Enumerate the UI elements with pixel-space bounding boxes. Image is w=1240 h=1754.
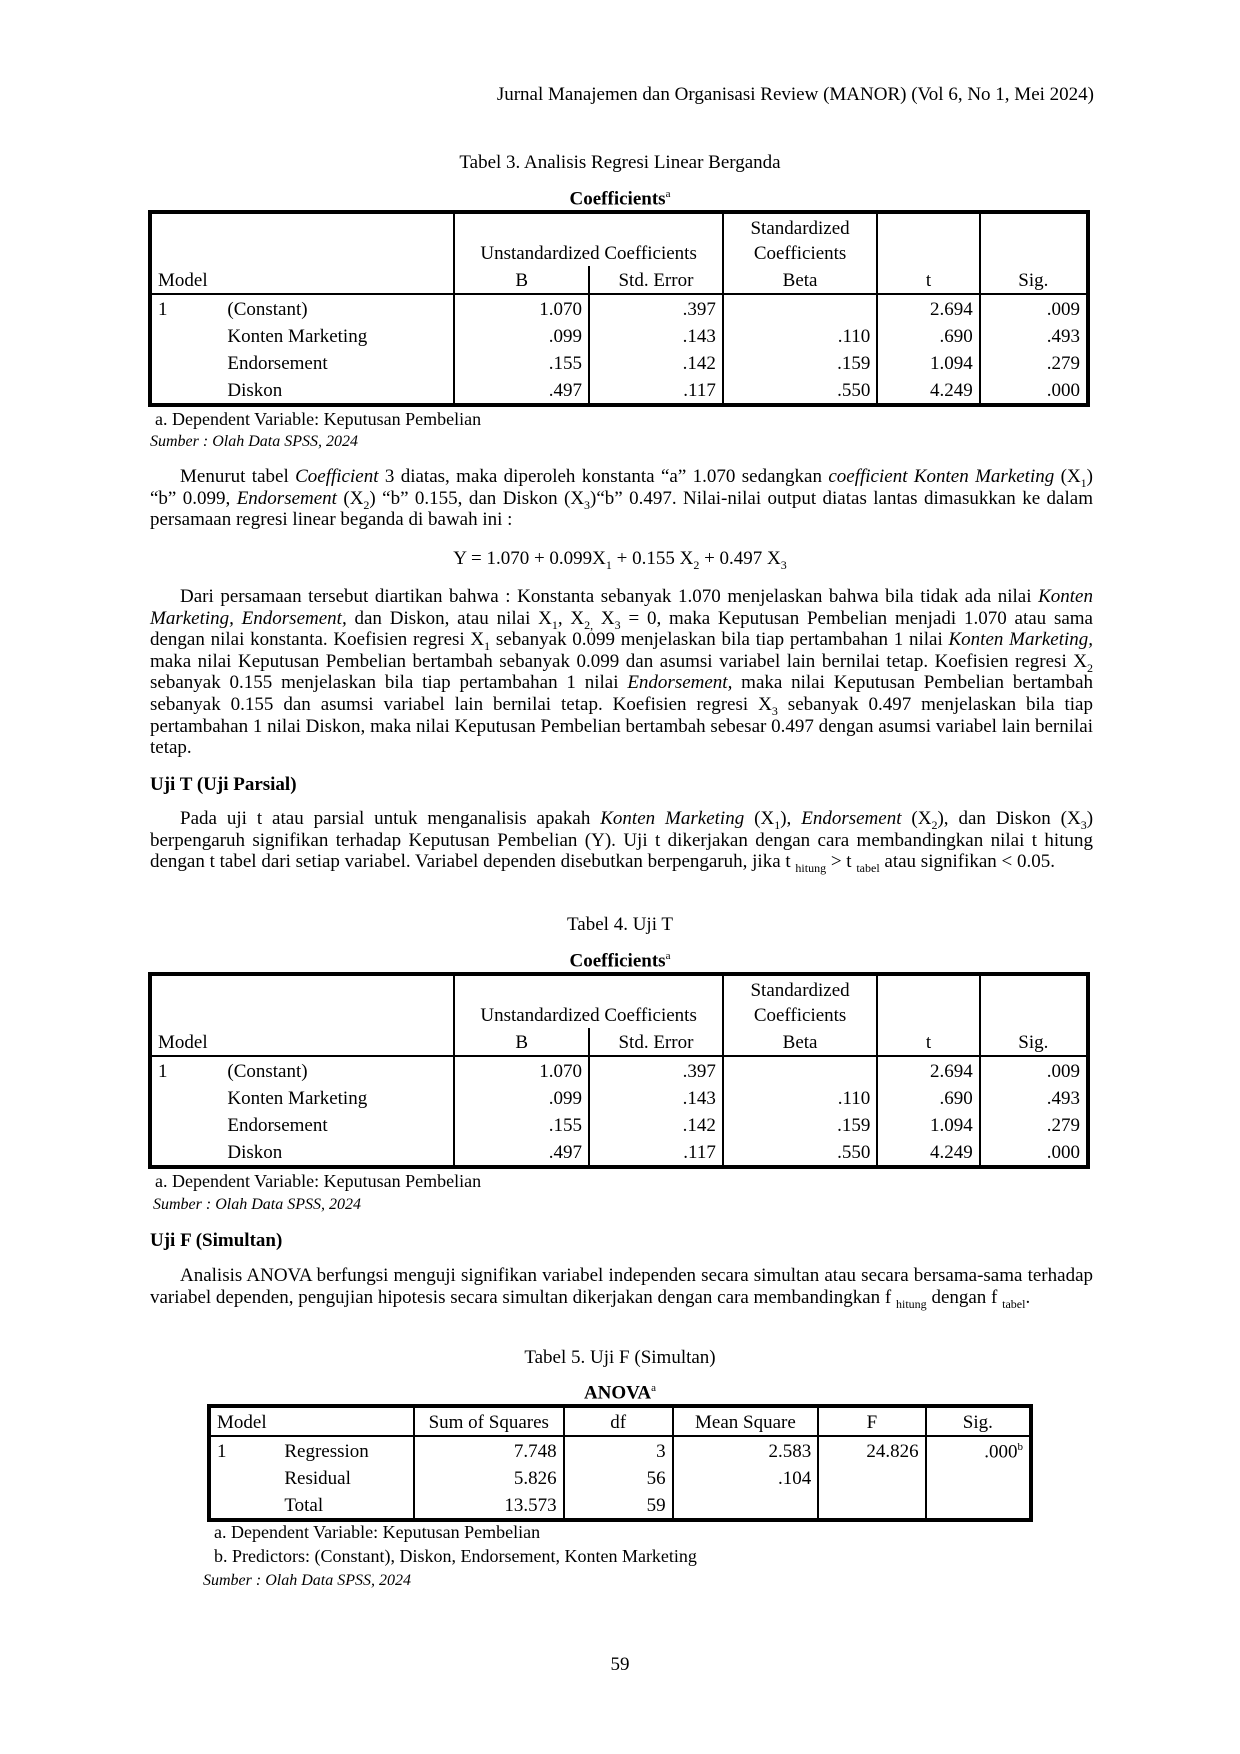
table-row — [150, 349, 1088, 376]
model-number: 1 — [158, 1061, 168, 1083]
cell-t: 4.249 — [877, 376, 979, 405]
row-label: Diskon — [221, 376, 454, 405]
row-label: Diskon — [221, 1138, 454, 1167]
cell-b: .155 — [454, 1111, 589, 1138]
table3-caption: Tabel 3. Analisis Regresi Linear Berganda — [459, 152, 781, 173]
table5-source: Sumber : Olah Data SPSS, 2024 — [203, 1572, 411, 1589]
paragraph-interpretation: Dari persamaan tersebut diartikan bahwa : Konstanta sebanyak 1.070 menjelaskan bahwa bila tidak ada nilai Konten Marketing, Endorsement, dan Diskon, atau nilai $X_1$, $X_{2,}$ $X_3 = 0$, maka Keputusan Pembelian menjadi 1.070 atau sama dengan nilai konstanta. Koefisien regresi $X_1$ sebanyak 0.099 menjelaskan bila tiap pertambahan 1 nilai Konten Marketing, maka nilai Keputusan Pembelian bertambah sebanyak 0.099 dan asumsi variabel lain bernilai tetap. Koefisien regresi $X_2$ sebanyak 0.155 menjelaskan bila tiap pertambahan 1 nilai Endorsement, maka nilai Keputusan Pembelian bertambah sebanyak 0.155 dan asumsi variabel lain bernilai tetap. Koefisien regresi $X_3$ sebanyak 0.497 menjelaskan bila tiap pertambahan 1 nilai Diskon, maka nilai Keputusan Pembelian bertambah sebesar 0.497 dengan asumsi variabel lain bernilai tetap. — [150, 586, 1094, 759]
paragraph-uji-f: Analisis ANOVA berfungsi menguji signifikan variabel independen secara simultan atau secara bersama-sama terhadap variabel dependen, pengujian hipotesis secara simultan dikerjakan dengan cara membandingkan f $_{hitung}$ dengan f $_{tabel}$. — [150, 1265, 1093, 1311]
table3-t-header: t — [877, 266, 979, 294]
table4-source: Sumber : Olah Data SPSS, 2024 — [153, 1196, 361, 1213]
cell-beta — [723, 294, 877, 322]
regression-equation: $Y = 1.070 + 0.099X_1 + 0.155$ $X_2 + 0.497$ $X_3$ — [453, 548, 787, 572]
row-label: Regression — [278, 1436, 413, 1464]
cell-sig: .493 — [1046, 326, 1080, 348]
cell-ss: 13.573 — [414, 1491, 564, 1520]
table4-model-header: Model — [150, 1028, 454, 1056]
table5-df-header: df — [564, 1406, 673, 1436]
cell-df: 3 — [564, 1436, 673, 1464]
table-row — [150, 376, 1088, 405]
cell-sig — [926, 1464, 1031, 1491]
table5-footnote-b: b. Predictors: (Constant), Diskon, Endorsement, Konten Marketing — [214, 1546, 697, 1566]
model-number: 1 — [158, 299, 168, 321]
table-row — [209, 1464, 1031, 1491]
table-row — [150, 1056, 1088, 1084]
cell-se: .142 — [589, 1111, 723, 1138]
cell-beta: .550 — [723, 376, 877, 405]
row-label: Endorsement — [221, 349, 454, 376]
table5-model-header: Model — [209, 1406, 414, 1436]
cell-b: 1.070 — [454, 1056, 589, 1084]
table5-caption: Tabel 5. Uji F (Simultan) — [524, 1347, 716, 1368]
row-label: Residual — [278, 1464, 413, 1491]
cell-f: 24.826 — [818, 1436, 925, 1464]
cell-b: .497 — [454, 376, 589, 405]
table4-beta-header: Beta — [723, 1028, 877, 1056]
page-number: 59 — [610, 1654, 630, 1675]
row-label: Endorsement — [221, 1111, 454, 1138]
cell-b: .099 — [454, 1084, 589, 1111]
table4-caption: Tabel 4. Uji T — [567, 914, 673, 935]
cell-se: .143 — [589, 322, 723, 349]
cell-ms: .104 — [673, 1464, 819, 1491]
cell-t: 2.694 — [877, 1056, 979, 1084]
table5-f-header: F — [818, 1406, 925, 1436]
table4-t-header: t — [877, 1028, 979, 1056]
table3 — [148, 210, 1090, 407]
cell-se: .142 — [589, 349, 723, 376]
cell-b: 1.070 — [454, 294, 589, 322]
cell-b: .497 — [454, 1138, 589, 1167]
cell-se: .117 — [589, 1138, 723, 1167]
section-heading-uji-t: Uji T (Uji Parsial) — [150, 774, 297, 795]
cell-se: .143 — [589, 1084, 723, 1111]
cell-t: .690 — [877, 322, 979, 349]
cell-se: .397 — [589, 1056, 723, 1084]
journal-header: Jurnal Manajemen dan Organisasi Review (MANOR) (Vol 6, No 1, Mei 2024) — [496, 84, 1094, 105]
row-label: (Constant) — [221, 1056, 454, 1084]
table3-b-header: B — [454, 266, 589, 294]
cell-ms: 2.583 — [673, 1436, 819, 1464]
table5-ss-header: Sum of Squares — [414, 1406, 564, 1436]
cell-ms — [673, 1491, 819, 1520]
cell-beta: .159 — [723, 1111, 877, 1138]
cell-ss: 7.748 — [414, 1436, 564, 1464]
table3-unstd-header: Unstandardized Coefficients — [454, 212, 723, 266]
table-row — [150, 1084, 1088, 1111]
cell-beta — [723, 1056, 877, 1084]
table-row — [150, 1138, 1088, 1167]
table4-se-header: Std. Error — [589, 1028, 723, 1056]
cell-se: .397 — [589, 294, 723, 322]
cell-beta: .110 — [723, 322, 877, 349]
cell-df: 59 — [564, 1491, 673, 1520]
table-row — [209, 1491, 1031, 1520]
cell-beta: .159 — [723, 349, 877, 376]
cell-sig: .009 — [1046, 299, 1080, 321]
section-heading-uji-f: Uji F (Simultan) — [150, 1230, 283, 1251]
cell-beta: .550 — [723, 1138, 877, 1167]
cell-beta: .110 — [723, 1084, 877, 1111]
cell-t: 4.249 — [877, 1138, 979, 1167]
table4-sig-header: Sig. — [980, 1028, 1088, 1056]
table3-source: Sumber : Olah Data SPSS, 2024 — [150, 433, 358, 450]
cell-t: 2.694 — [877, 294, 979, 322]
table4-unstd-header: Unstandardized Coefficients — [454, 974, 723, 1028]
table3-model-header: Model — [150, 266, 454, 294]
cell-b: .099 — [454, 322, 589, 349]
cell-sig: .000 — [1046, 380, 1080, 402]
cell-sig: .000 — [1046, 1142, 1080, 1164]
cell-t: .690 — [877, 1084, 979, 1111]
table5-title: ANOVA$^a$ — [583, 1382, 657, 1404]
table-row — [209, 1436, 1031, 1464]
table3-title: Coefficients$^a$ — [569, 188, 671, 210]
table4 — [148, 972, 1090, 1169]
cell-sig: .493 — [1046, 1088, 1080, 1110]
table-row — [150, 294, 1088, 322]
cell-sig: .000$^b$ — [984, 1440, 1023, 1463]
row-label: Total — [278, 1491, 413, 1520]
table4-std-header: Standardized Coefficients — [723, 974, 877, 1028]
table5 — [207, 1404, 1033, 1522]
table4-title: Coefficients$^a$ — [569, 950, 671, 972]
row-label: Konten Marketing — [221, 322, 454, 349]
table4-b-header: B — [454, 1028, 589, 1056]
cell-t: 1.094 — [877, 1111, 979, 1138]
cell-sig: .279 — [1046, 1115, 1080, 1137]
cell-b: .155 — [454, 349, 589, 376]
cell-t: 1.094 — [877, 349, 979, 376]
cell-df: 56 — [564, 1464, 673, 1491]
table5-ms-header: Mean Square — [673, 1406, 819, 1436]
cell-sig: .279 — [1046, 353, 1080, 375]
table3-beta-header: Beta — [723, 266, 877, 294]
paragraph-coefficients: Menurut tabel Coefficient 3 diatas, maka diperoleh konstanta “a” 1.070 sedangkan coefficient Konten Marketing $(X_1)$ “b” 0.099, Endorsement $(X_2)$ “b” 0.155, dan Diskon $(X_3)“b$” 0.497. Nilai-nilai output diatas lantas dimasukkan ke dalam persamaan regresi linear beganda di bawah ini : — [150, 466, 1093, 531]
table-row — [150, 1111, 1088, 1138]
row-label: Konten Marketing — [221, 1084, 454, 1111]
cell-sig — [926, 1491, 1031, 1520]
cell-sig: .009 — [1046, 1061, 1080, 1083]
table5-sig-header: Sig. — [926, 1406, 1031, 1436]
table3-std-header: Standardized Coefficients — [723, 212, 877, 266]
table3-se-header: Std. Error — [589, 266, 723, 294]
model-number: 1 — [217, 1441, 227, 1463]
table3-sig-header: Sig. — [980, 266, 1088, 294]
table3-footnote: a. Dependent Variable: Keputusan Pembelian — [155, 409, 482, 429]
cell-se: .117 — [589, 376, 723, 405]
table4-footnote: a. Dependent Variable: Keputusan Pembelian — [155, 1171, 482, 1191]
table5-footnote-a: a. Dependent Variable: Keputusan Pembelian — [214, 1522, 541, 1542]
paragraph-uji-t: Pada uji t atau parsial untuk menganalisis apakah Konten Marketing $(X_1)$, Endorsement $(X_2)$, dan Diskon $(X_3)$ berpengaruh signifikan terhadap Keputusan Pembelian (Y). Uji t dikerjakan dengan cara membandingkan nilai t hitung dengan t tabel dari setiap variabel. Variabel dependen disebutkan berpengaruh, jika t $_{hitung}$ > t $_{tabel}$ atau signifikan < 0.05. — [150, 808, 1094, 875]
cell-f — [818, 1464, 925, 1491]
row-label: (Constant) — [221, 294, 454, 322]
cell-f — [818, 1491, 925, 1520]
cell-ss: 5.826 — [414, 1464, 564, 1491]
table-row — [150, 322, 1088, 349]
